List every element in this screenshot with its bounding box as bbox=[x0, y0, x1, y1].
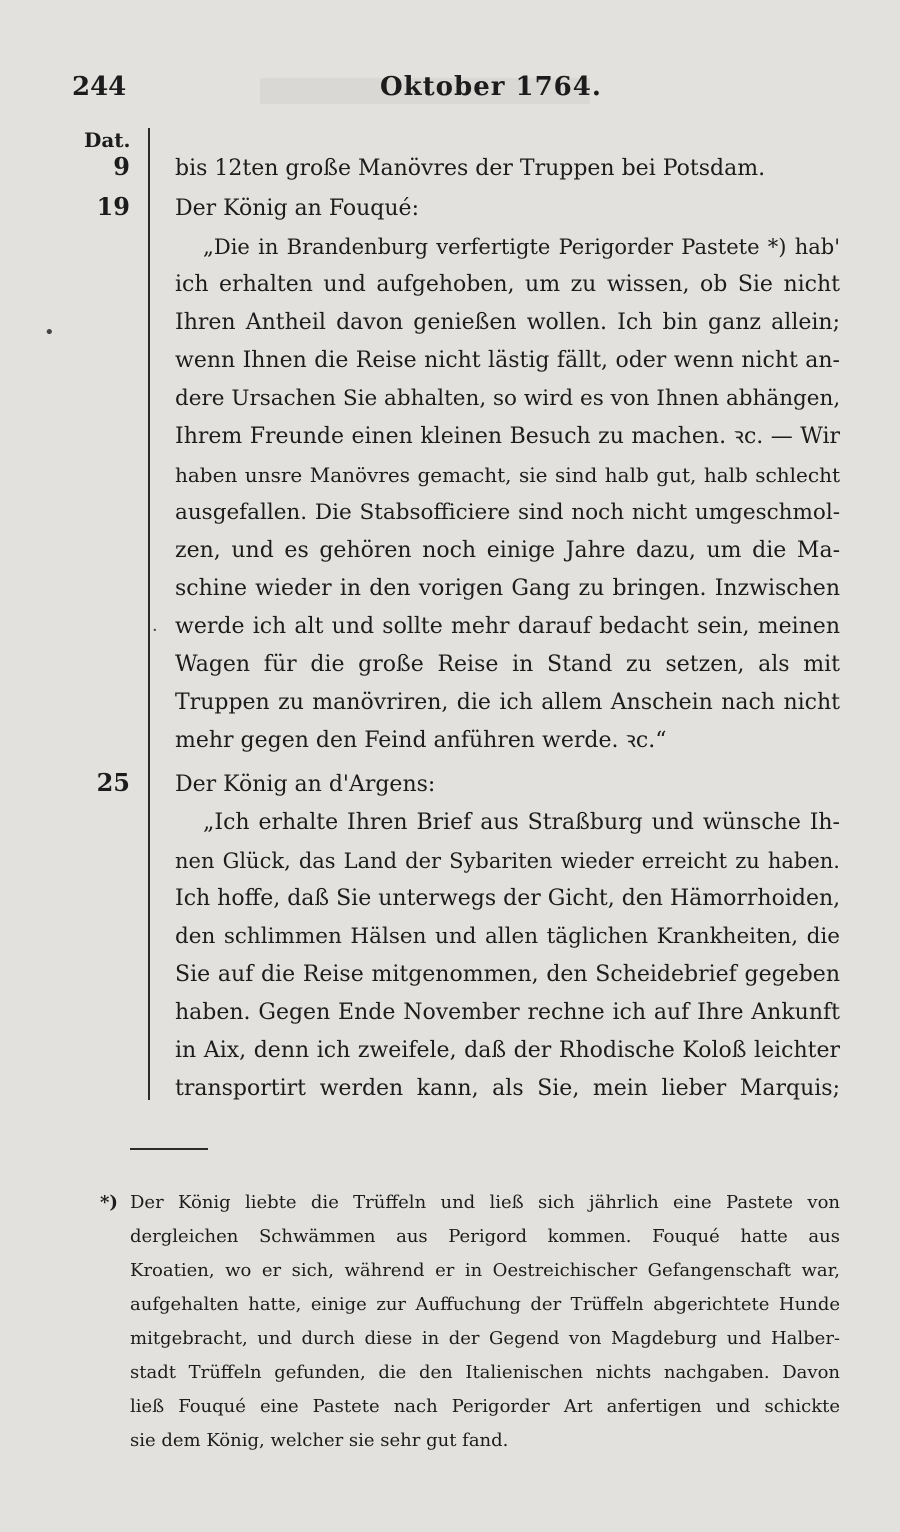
footnote-line: Der König liebte die Trüffeln und ließ sich jährlich eine Pastete von bbox=[130, 1192, 840, 1213]
date-column-label: Dat. bbox=[84, 128, 131, 152]
text-line: ausgefallen. Die Stabsofficiere sind noch nicht umgeschmol- bbox=[175, 500, 840, 525]
text-line: bis 12ten große Manövres der Truppen bei Potsdam. bbox=[175, 156, 766, 181]
text-line: schine wieder in den vorigen Gang zu bringen. Inzwischen bbox=[175, 576, 840, 601]
text-line: Ihrem Freunde einen kleinen Besuch zu machen. ꝛc. — Wir bbox=[175, 424, 840, 449]
footnote-line: aufgehalten hatte, einige zur Auffuchung der Trüffeln abgerichtete Hunde bbox=[130, 1294, 840, 1315]
margin-dot: · bbox=[152, 620, 158, 641]
text-line: transportirt werden kann, als Sie, mein lieber Marquis; bbox=[175, 1076, 840, 1101]
text-line: werde ich alt und sollte mehr darauf bedacht sein, meinen bbox=[175, 614, 840, 639]
text-line: Ihren Antheil davon genießen wollen. Ich bin ganz allein; bbox=[175, 310, 840, 335]
date-column-rule bbox=[148, 128, 150, 1100]
margin-dot: • bbox=[44, 322, 55, 343]
letter-heading: Der König an Fouqué: bbox=[175, 196, 419, 221]
text-line: dere Ursachen Sie abhalten, so wird es von Ihnen abhängen, bbox=[175, 386, 841, 411]
footnote-line: stadt Trüffeln gefunden, die den Italienischen nichts nachgaben. Davon bbox=[130, 1362, 840, 1383]
page-number: 244 bbox=[72, 72, 127, 102]
text-line: wenn Ihnen die Reise nicht lästig fällt, oder wenn nicht an- bbox=[175, 348, 840, 373]
footnote-line: ließ Fouqué eine Pastete nach Perigorder Art anfertigen und schickte bbox=[130, 1396, 840, 1417]
text-line: haben unsre Manövres gemacht, sie sind halb gut, halb schlecht bbox=[175, 463, 840, 487]
text-line: nen Glück, das Land der Sybariten wieder erreicht zu haben. bbox=[175, 849, 840, 873]
text-line: mehr gegen den Feind anführen werde. ꝛc.“ bbox=[175, 728, 667, 753]
text-line: „Ich erhalte Ihren Brief aus Straßburg und wünsche Ih- bbox=[203, 810, 840, 835]
text-line: Ich hoffe, daß Sie unterwegs der Gicht, den Hämorrhoiden, bbox=[175, 886, 841, 911]
footnote-marker: *) bbox=[100, 1192, 118, 1213]
date-marker: 25 bbox=[96, 768, 130, 797]
footnote-line: mitgebracht, und durch diese in der Gegend von Magdeburg und Halber- bbox=[130, 1328, 840, 1349]
date-marker: 9 bbox=[113, 152, 130, 181]
text-line: Truppen zu manövriren, die ich allem Anschein nach nicht bbox=[175, 690, 840, 715]
letter-heading: Der König an d'Argens: bbox=[175, 772, 436, 797]
footnote-line: dergleichen Schwämmen aus Perigord kommen. Fouqué hatte aus bbox=[130, 1226, 840, 1247]
text-line: den schlimmen Hälsen und allen täglichen Krankheiten, die bbox=[175, 924, 840, 949]
footnote-line: sie dem König, welcher sie sehr gut fand. bbox=[130, 1430, 509, 1451]
text-line: haben. Gegen Ende November rechne ich auf Ihre Ankunft bbox=[175, 1000, 840, 1025]
footnote-separator bbox=[130, 1148, 208, 1150]
text-line: in Aix, denn ich zweifele, daß der Rhodische Koloß leichter bbox=[175, 1038, 840, 1063]
text-line: Sie auf die Reise mitgenommen, den Scheidebrief gegeben bbox=[175, 962, 840, 987]
footnote-line: Kroatien, wo er sich, während er in Oestreichischer Gefangenschaft war, bbox=[130, 1260, 840, 1281]
text-line: zen, und es gehören noch einige Jahre dazu, um die Ma- bbox=[175, 538, 840, 563]
page-header bbox=[68, 70, 840, 110]
date-marker: 19 bbox=[96, 192, 130, 221]
text-line: ich erhalten und aufgehoben, um zu wissen, ob Sie nicht bbox=[175, 272, 840, 297]
text-line: „Die in Brandenburg verfertigte Perigorder Pastete *) hab' bbox=[203, 235, 840, 259]
running-title: Oktober 1764. bbox=[380, 72, 602, 102]
text-line: Wagen für die große Reise in Stand zu setzen, als mit bbox=[175, 652, 840, 677]
